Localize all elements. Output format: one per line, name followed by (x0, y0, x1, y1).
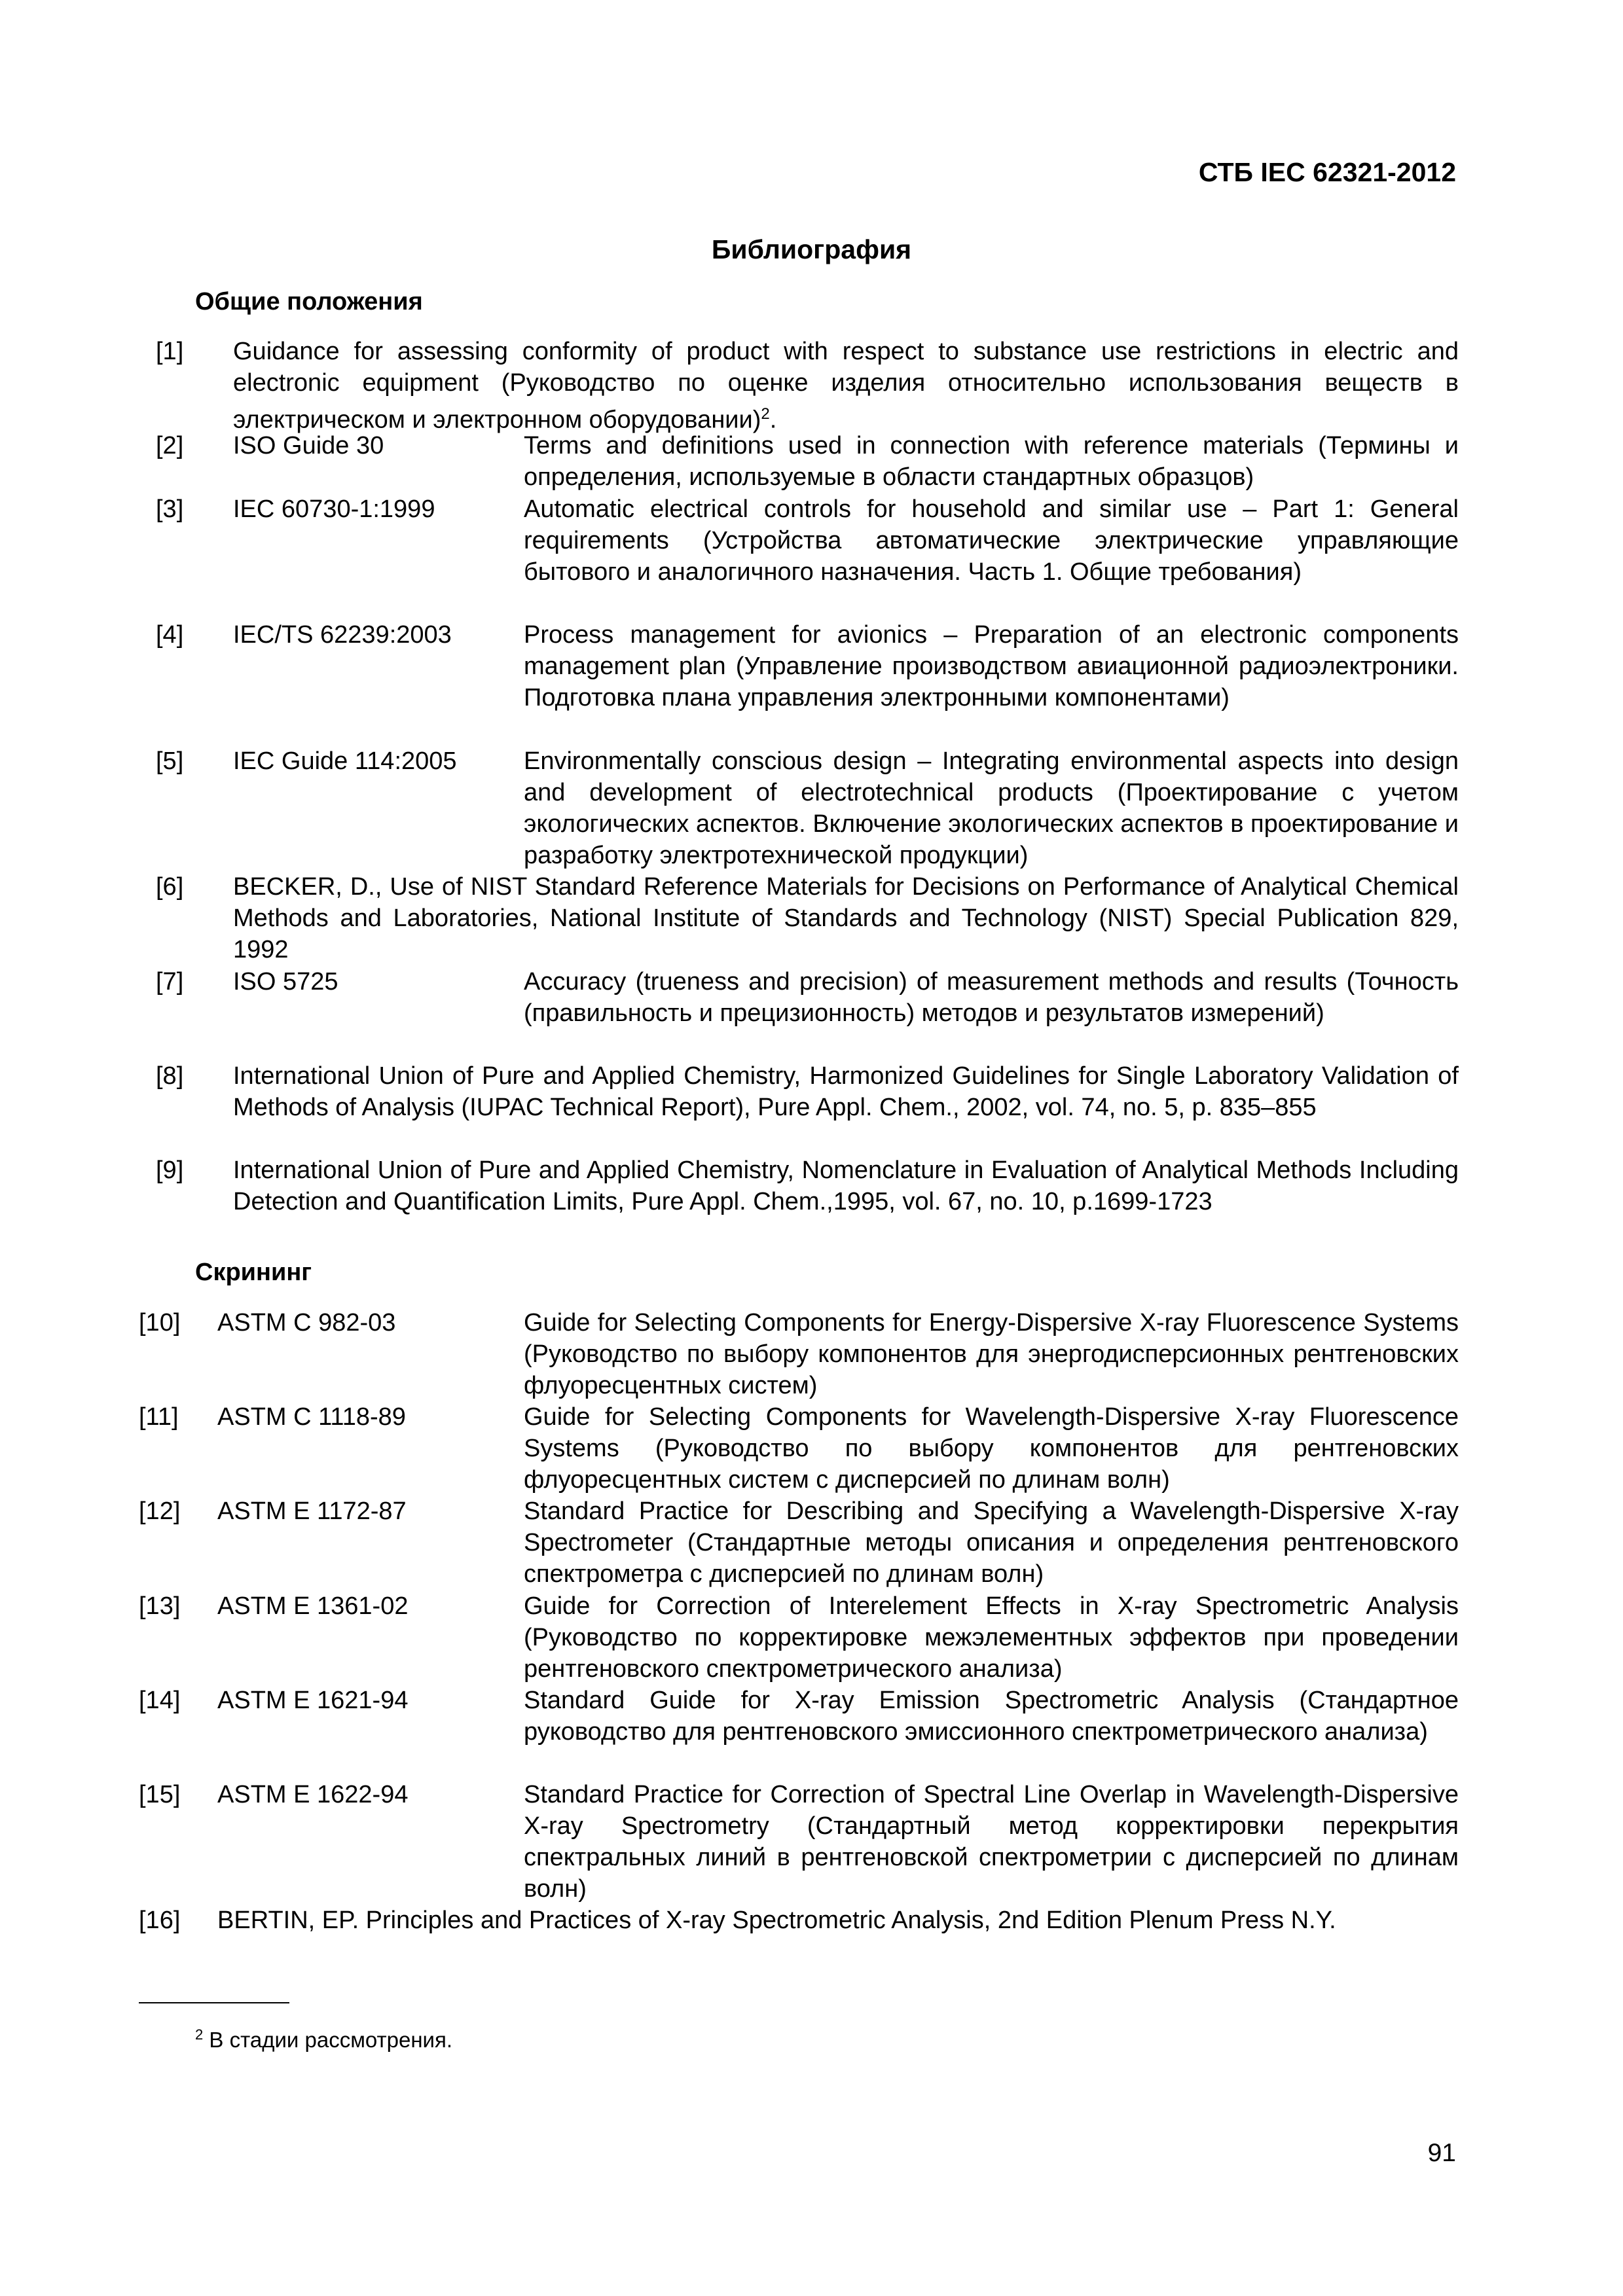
footnote (195, 2026, 452, 2053)
entry-text: Standard Practice for Describing and Specifying a Wavelength-Dispersive X-ray Spectrometer (Стандартные методы описания и определения рентгеновского спектрометра с дисперсией по длинам волн) (524, 1498, 1459, 1588)
entry-number: [4] (156, 621, 184, 649)
entry-code: ASTM C 1118-89 (217, 1403, 406, 1431)
entry-code: IEC/TS 62239:2003 (233, 621, 452, 649)
entry-number: [15] (139, 1781, 181, 1808)
entry-code: ASTM E 1621-94 (217, 1687, 409, 1714)
page-title: Библиография (711, 234, 912, 264)
page-number: 91 (1427, 2139, 1456, 2167)
entry-number: [9] (156, 1157, 184, 1184)
entry-number: [2] (156, 432, 184, 459)
entry-number: [12] (139, 1498, 181, 1525)
entry-text: Guide for Correction of Interelement Effects in X-ray Spectrometric Analysis (Руководство по корректировке межэлементных эффектов при проведении рентгеновского спектрометрического анализа) (524, 1592, 1459, 1683)
entry-text: International Union of Pure and Applied Chemistry, Harmonized Guidelines for Single Laboratory Validation of Methods of Analysis (IUPAC Technical Report), Pure Appl. Chem., 2002, vol. 74, no. 5, p. 835–855 (233, 1062, 1459, 1121)
entry-text: Terms and definitions used in connection with reference materials (Термины и определения, используемые в области стандартных образцов) (524, 432, 1459, 491)
footnote-text: В стадии рассмотрения. (209, 2028, 453, 2052)
entry-number: [13] (139, 1592, 181, 1620)
entry-text: Standard Practice for Correction of Spectral Line Overlap in Wavelength-Dispersive X-ray Spectrometry (Стандартный метод корректировки перекрытия спектральных линий в рентгеновской спектрометрии с дисперсией по длинам волн) (524, 1781, 1459, 1903)
footnote-mark: 2 (195, 2026, 204, 2043)
document-code: СТБ IEC 62321-2012 (1198, 157, 1456, 187)
entry-code: ASTM C 982-03 (217, 1309, 396, 1336)
entry-text: Process management for avionics – Preparation of an electronic components management plan (Управление производством авиационной радиоэлектроники. Подготовка плана управления электронными компонентами) (524, 621, 1459, 711)
entry-text: Accuracy (trueness and precision) of measurement methods and results (Точность (правильность и прецизионность) методов и результатов измерений) (524, 968, 1459, 1027)
entry-number: [16] (139, 1907, 181, 1934)
entry-number: [8] (156, 1062, 184, 1090)
entry-text: Guide for Selecting Components for Wavelength-Dispersive X-ray Fluorescence Systems (Руководство по выбору компонентов для рентгеновских флуоресцентных систем с дисперсией по длинам волн) (524, 1403, 1459, 1494)
entry-text: Guide for Selecting Components for Energy-Dispersive X-ray Fluorescence Systems (Руководство по выбору компонентов для энергодисперсионных рентгеновских флуоресцентных систем) (524, 1309, 1459, 1399)
entry-number: [7] (156, 968, 184, 996)
entry-text: Standard Guide for X-ray Emission Spectrometric Analysis (Стандартное руководство для рентгеновского эмиссионного спектрометрического анализа) (524, 1687, 1459, 1746)
entry-code: ISO 5725 (233, 968, 338, 996)
entry-number: [1] (156, 338, 184, 365)
entry-text: Environmentally conscious design – Integrating environmental aspects into design and development of electrotechnical products (Проектирование с учетом экологических аспектов. Включение экологических аспектов в проектирование и разработку электротехнической продукции) (524, 747, 1459, 869)
entry-number: [5] (156, 747, 184, 775)
footnote-divider (139, 2002, 289, 2003)
entry-code: ASTM E 1172-87 (217, 1498, 407, 1525)
entry-code: IEC 60730-1:1999 (233, 495, 435, 523)
entry-text: Guidance for assessing conformity of product with respect to substance use restrictions in electric and electronic equipment (Руководство по оценке изделия относительно использования веществ в электрическом и электронном оборудовании)$^2$. (233, 338, 1459, 434)
entry-number: [11] (139, 1403, 179, 1431)
entry-code: IEC Guide 114:2005 (233, 747, 457, 775)
entry-text: BECKER, D., Use of NIST Standard Reference Materials for Decisions on Performance of Analytical Chemical Methods and Laboratories, National Institute of Standards and Technology (NIST) Special Publication 829, 1992 (233, 873, 1459, 963)
entry-code: ISO Guide 30 (233, 432, 384, 459)
section-heading-screening: Скрининг (195, 1259, 312, 1286)
entry-number: [10] (139, 1309, 181, 1336)
entry-code: ASTM E 1622-94 (217, 1781, 409, 1808)
entry-text: BERTIN, EP. Principles and Practices of X-ray Spectrometric Analysis, 2nd Edition Plenum Press N.Y. (217, 1907, 1336, 1934)
entry-number: [6] (156, 873, 184, 901)
entry-text: International Union of Pure and Applied Chemistry, Nomenclature in Evaluation of Analytical Methods Including Detection and Quantification Limits, Pure Appl. Chem.,1995, vol. 67, no. 10, p.1699-1723 (233, 1157, 1459, 1215)
entry-number: [3] (156, 495, 184, 523)
footnote-ref: 2 (761, 405, 770, 423)
entry-text: Automatic electrical controls for household and similar use – Part 1: General requirements (Устройства автоматические электрические управляющие бытового и аналогичного назначения. Часть 1. Общие требования) (524, 495, 1459, 586)
entry-code: ASTM E 1361-02 (217, 1592, 409, 1620)
section-heading-general: Общие положения (195, 288, 423, 315)
entry-number: [14] (139, 1687, 181, 1714)
